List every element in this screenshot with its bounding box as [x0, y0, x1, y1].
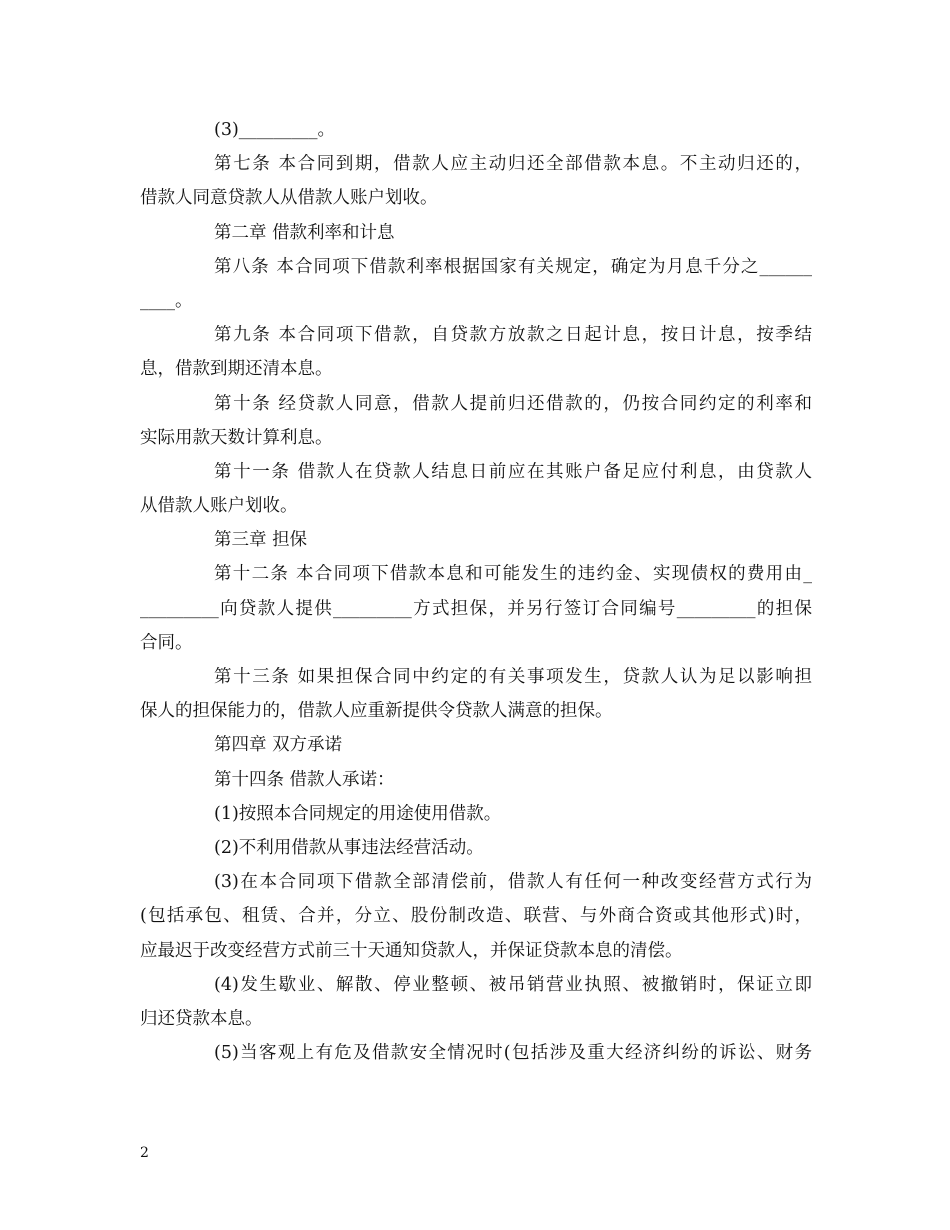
text-line: (1)按照本合同规定的用途使用借款。	[214, 803, 502, 824]
text-line: 从借款人账户划收。	[140, 496, 298, 517]
text-line: 第十一条 借款人在贷款人结息日前应在其账户备足应付利息，由贷款人	[214, 461, 812, 482]
text-line: (3)_________。	[214, 120, 336, 140]
contract-text-body	[140, 113, 812, 1070]
text-line: 第二章 借款利率和计息	[214, 222, 395, 243]
text-line: 第十条 经贷款人同意，借款人提前归还借款的，仍按合同约定的利率和	[214, 393, 812, 414]
text-line: 第九条 本合同项下借款，自贷款方放款之日起计息，按日计息，按季结	[214, 325, 812, 346]
text-line: 借款人同意贷款人从借款人账户划收。	[140, 188, 438, 209]
text-line: (4)发生歇业、解散、停业整顿、被吊销营业执照、被撤销时，保证立即	[214, 974, 812, 995]
text-line: (5)当客观上有危及借款安全情况时(包括涉及重大经济纠纷的诉讼、财务	[214, 1043, 812, 1064]
text-line: 应最迟于改变经营方式前三十天通知贷款人，并保证贷款本息的清偿。	[140, 940, 683, 961]
text-line: 第十二条 本合同项下借款本息和可能发生的违约金、实现债权的费用由_	[214, 564, 812, 585]
text-line: (包括承包、租赁、合并，分立、股份制改造、联营、与外商合资或其他形式)时，	[140, 906, 812, 927]
text-line: 合同。	[140, 632, 193, 653]
text-line: 第四章 双方承诺	[214, 735, 343, 756]
text-line: 实际用款天数计算利息。	[140, 427, 333, 448]
text-line: (3)在本合同项下借款全部清偿前，借款人有任何一种改变经营方式行为	[214, 872, 812, 893]
text-line: 第七条 本合同到期，借款人应主动归还全部借款本息。不主动归还的，	[214, 154, 812, 175]
text-line: 保人的担保能力的，借款人应重新提供令贷款人满意的担保。	[140, 701, 613, 722]
text-line: (2)不利用借款从事违法经营活动。	[214, 837, 484, 858]
text-line: 息，借款到期还清本息。	[140, 359, 333, 380]
text-line: 第十三条 如果担保合同中约定的有关事项发生，贷款人认为足以影响担	[214, 667, 812, 687]
text-line: ____。	[140, 290, 193, 311]
text-line: _________向贷款人提供_________方式担保，并另行签订合同编号_________的担保	[140, 598, 812, 619]
text-line: 第八条 本合同项下借款利率根据国家有关规定，确定为月息千分之______	[214, 256, 812, 277]
text-line: 第三章 担保	[214, 530, 308, 551]
text-line: 归还贷款本息。	[140, 1008, 263, 1029]
page-number: 2	[140, 1145, 149, 1161]
text-line: 第十四条 借款人承诺：	[214, 769, 395, 790]
